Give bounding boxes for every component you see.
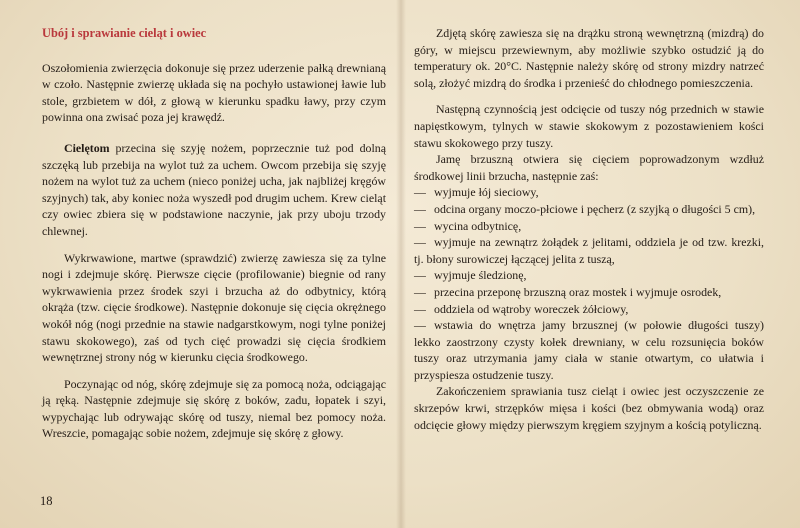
term-cieletom: Cielętom — [64, 140, 110, 155]
paragraph-legs-cut: Następną czynnością jest odcięcie od tuszy nóg przednich w stawie napięstkowym, tylnych w stawie skokowym z pozostawieniem kości stawu skokowego przy tuszy. — [414, 102, 764, 150]
step-list — [414, 184, 764, 383]
list-dash: — — [414, 185, 426, 200]
right-column — [414, 18, 764, 433]
paragraph-skin-storage: Zdjętą skórę zawiesza się na drążku stroną wewnętrzną (mizdrą) do góry, w miejscu przewiewnym, aby możliwie szybko ostudzić ją do temperatury ok. 20°C. Następnie należy skórę od strony mizdry natrzeć solą, złożyć mizdrą do środka i przenieść do chłodnego pomieszczenia. — [414, 26, 764, 90]
paragraph-calves-text: przecina się szyję nożem, poprzecznie tuż pod dolną szczęką lub przebija na wylot tuż za uchem. Owcom przebija się szyję nożem na wylot tuż za uchem (nieco poniżej ucha, jak najbliżej kręgów szyjnych) tak, aby koniec noża wyszedł pod drugim uchem. Krew cieląt czy owiec zbiera się w podstawione naczynie, jak przy uboju trzody chlewnej. — [42, 140, 386, 238]
section-heading: Ubój i sprawianie cieląt i owiec — [42, 26, 207, 40]
list-dash: — — [414, 235, 426, 250]
list-item: — wyjmuje łój sieciowy, — [414, 185, 539, 200]
list-item: — wstawia do wnętrza jamy brzusznej (w połowie długości tuszy) lekko zaostrzony czysty kołek drewniany, w celu rozsunięcia boków tuszy oraz utrzymania jamy ciała w stanie otwartym, co ułatwia i przyspiesza ostudzenie tuszy. — [414, 318, 764, 382]
list-item: — odcina organy moczo-płciowe i pęcherz (z szyjką o długości 5 cm), — [414, 201, 756, 216]
paragraph-stunning: Oszołomienia zwierzęcia dokonuje się przez uderzenie pałką drewnianą w czoło. Następnie zwierzę układa się na pochyło ustawionej ławie lub stole, grzbietem w dół, z głową w kierunku spadku ławy, przy czym powinna ona zwisać poza jej krawędź. — [42, 60, 386, 125]
page-fold — [396, 0, 406, 528]
list-dash: — — [414, 218, 426, 233]
list-dash: — — [414, 318, 426, 333]
list-item: — wyjmuje na zewnątrz żołądek z jelitami, oddziela je od tzw. krezki, tj. błony surowiczej łączącej jelita z tuszą, — [414, 235, 764, 266]
list-item: — przecina przeponę brzuszną oraz mostek i wyjmuje osrodek, — [414, 284, 722, 299]
list-dash: — — [414, 301, 426, 316]
paragraph-skin-removal: Poczynając od nóg, skórę zdejmuje się za pomocą noża, odciągając ją ręką. Następnie zdejmuje się skórę z boków, zadu, łopatek i szyi, wypychając lub odrywając skórę od tuszy, niemal bez pomocy noża. Wreszcie, pomagając sobie nożem, zdejmuje się skórę z głowy. — [42, 376, 386, 441]
paragraph-skinning: Wykrwawione, martwe (sprawdzić) zwierzę zawiesza się za tylne nogi i zdejmuje skórę. Pierwsze cięcie (profilowanie) biegnie od rany wykrwawienia przez środek szyi i brzucha aż do odbytnicy, którą okrąża (tzw. cięcie środkowe). Następnie dokonuje się cięcia okrężnego wokół nóg (nogi przednie na stawie nadgarstkowym, nogi tylne poniżej stawu skokowego), zaś od tych cięć prowadzi się cięcia środkiem wewnętrznej strony nóg w kierunku cięcia środkowego. — [42, 250, 386, 365]
list-dash: — — [414, 201, 426, 216]
paragraph-finishing: Zakończeniem sprawiania tusz cieląt i owiec jest oczyszczenie ze skrzepów krwi, strzępków mięsa i kości (bez obmywania wodą) oraz odcięcie głowy między pierwszym kręgiem szyjnym a kością potyliczną. — [414, 384, 764, 432]
left-column — [42, 18, 386, 442]
list-item: — wyjmuje śledzionę, — [414, 268, 527, 283]
paragraph-calves — [42, 140, 386, 240]
list-dash: — — [414, 268, 426, 283]
list-dash: — — [414, 284, 426, 299]
list-item: — wycina odbytnicę, — [414, 218, 522, 233]
list-item: — oddziela od wątroby woreczek żółciowy, — [414, 301, 629, 316]
paragraph-abdomen: Jamę brzuszną otwiera się cięciem poprowadzonym wzdłuż środkowej linii brzucha, następnie zaś: — [414, 152, 764, 183]
page-number: 18 — [40, 494, 53, 508]
